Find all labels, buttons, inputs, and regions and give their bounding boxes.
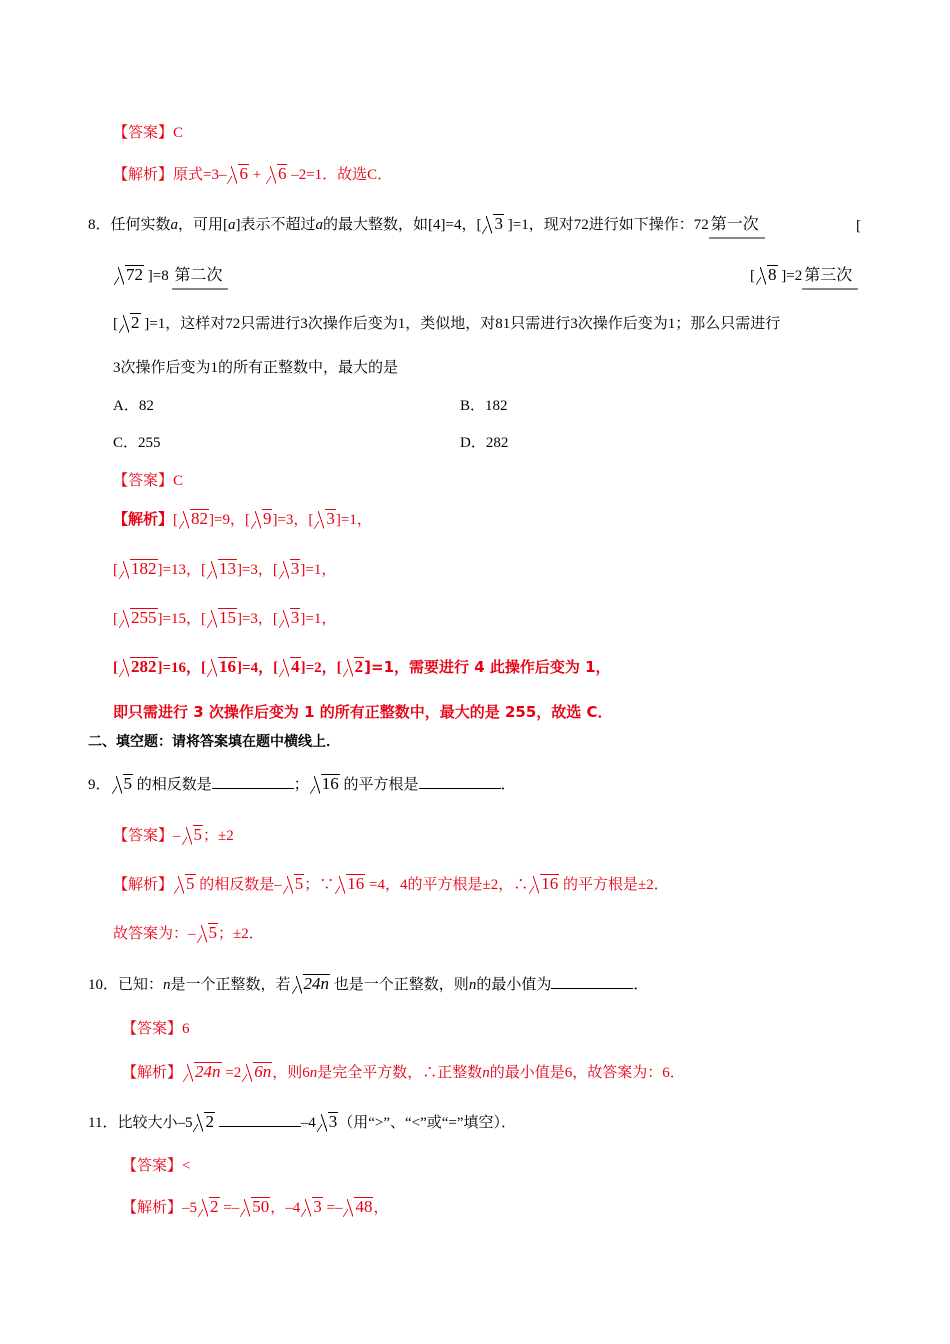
- q8-stem-line3: [113, 312, 780, 336]
- stem-text: –4: [300, 1115, 316, 1131]
- radicand: 282: [131, 657, 157, 676]
- answer-label: 【答案】: [113, 826, 174, 844]
- variable: n: [309, 1065, 318, 1081]
- expl-text: =4，4的平方根是±2，∴: [365, 877, 529, 893]
- radicand: 6: [277, 164, 287, 183]
- question-number: 9．: [88, 777, 111, 793]
- radicand: 8: [768, 265, 777, 284]
- stem-text: （用“>”、“<”或“=”填空）．: [338, 1115, 517, 1131]
- explanation-label: 【解析】: [113, 165, 174, 183]
- q8-explanation-line1: 【解析】[ 82]=9，[ 9]=3，[ 3]=1，: [113, 509, 372, 528]
- radicand: 15: [218, 608, 236, 627]
- sqrt-symbol: [119, 608, 158, 629]
- stem-text: ]=1，现对72进行如下操作：72: [503, 217, 709, 233]
- stem-text: 的最大整数，如[4]=4，[: [323, 217, 482, 233]
- q8-option-d: D．282: [460, 435, 509, 451]
- expl-text: =2: [221, 1065, 242, 1081]
- sqrt-symbol: [207, 657, 237, 678]
- radicand: 5: [294, 874, 304, 893]
- radicand: 82: [191, 509, 209, 528]
- expl-text: ]=3，[: [236, 611, 278, 627]
- q9-explanation: [113, 872, 669, 897]
- sqrt-symbol: [343, 657, 365, 678]
- question-number: 11．: [88, 1115, 118, 1131]
- sqrt-symbol: [242, 1062, 272, 1083]
- expl-text: ]=3，[: [272, 512, 314, 528]
- answer-blank[interactable]: [212, 772, 294, 789]
- sqrt-symbol: [174, 874, 196, 895]
- radicand: 3: [313, 1197, 322, 1216]
- answer-label: 【答案】: [113, 123, 174, 141]
- expl-text: –5: [182, 1200, 198, 1216]
- expl-text: ]=1，: [335, 512, 372, 528]
- radicand: 5: [186, 874, 195, 893]
- q7-answer: [113, 120, 183, 145]
- variable: n: [482, 1065, 490, 1081]
- sqrt-symbol: [197, 923, 219, 944]
- q8-option-a: A．82: [113, 398, 154, 414]
- q9-stem: [88, 772, 516, 797]
- expl-text: ，–4: [270, 1200, 301, 1216]
- expl-text: 是完全平方数，∴正整数: [317, 1065, 483, 1081]
- stem-text: ，可用[: [178, 217, 229, 233]
- radicand: 24n: [195, 1062, 221, 1081]
- expl-text: ]=4，[: [237, 660, 279, 676]
- operation-arrow: 第一次: [709, 212, 761, 236]
- radicand: 3: [328, 1112, 338, 1131]
- radicand: 2: [131, 313, 140, 332]
- radicand: 24n: [303, 974, 330, 993]
- radicand: 2: [354, 657, 364, 676]
- radicand: 5: [208, 923, 218, 942]
- answer-label: 【答案】: [122, 1019, 183, 1037]
- variable: a: [315, 217, 324, 233]
- expl-text: +: [248, 167, 265, 183]
- expl-text: 原式=3–: [173, 167, 227, 183]
- sqrt-symbol: [119, 657, 158, 678]
- stem-text: 的平方根是: [339, 777, 419, 793]
- sqrt-symbol: [251, 509, 273, 530]
- q10-stem: [88, 972, 648, 997]
- sqrt-symbol: [283, 874, 305, 895]
- sqrt-symbol: [240, 1197, 270, 1218]
- stem-text: [: [750, 268, 755, 284]
- expl-text: ，: [373, 1200, 389, 1216]
- radicand: 6: [239, 164, 248, 183]
- sqrt-symbol: [279, 657, 301, 678]
- stem-text: ；: [293, 777, 309, 793]
- q9-conclusion: [113, 922, 264, 946]
- expl-text: ]=9，[: [209, 512, 250, 528]
- expl-text: ]=16，[: [157, 660, 207, 676]
- answer-blank[interactable]: [419, 772, 501, 789]
- sqrt-symbol: [114, 265, 144, 286]
- sqrt-symbol: [179, 509, 209, 530]
- expl-text: ]=2，[: [300, 660, 342, 676]
- sqrt-symbol: [198, 1197, 220, 1218]
- stem-text: 已知：: [118, 977, 164, 993]
- explanation-label: 【解析】: [113, 510, 174, 528]
- stem-text: ]=2: [777, 268, 803, 284]
- expl-text: –2=1．故选C．: [287, 167, 393, 183]
- sqrt-symbol: [119, 313, 141, 334]
- q8-stem-line1: [88, 212, 761, 237]
- question-number: 8．: [88, 217, 111, 233]
- stem-text: [: [113, 316, 118, 332]
- explanation-label: 【解析】: [122, 1063, 183, 1081]
- expl-text: ]=1，: [300, 562, 337, 578]
- q8-explanation-line5: 即只需进行 3 次操作后变为 1 的所有正整数中，最大的是 255，故选 C．: [113, 703, 613, 721]
- expl-text: ]=1，: [300, 611, 337, 627]
- q8-bracket: [: [856, 218, 861, 234]
- q8-stem-line2-right: [750, 263, 854, 288]
- stem-text: 比较大小–5: [117, 1115, 193, 1131]
- answer-label: 【答案】: [122, 1156, 183, 1174]
- stem-text: 是一个正整数，若: [170, 977, 291, 993]
- radicand: 182: [131, 559, 157, 578]
- radicand: 255: [131, 608, 157, 627]
- sqrt-symbol: [301, 1197, 323, 1218]
- q8-option-b: B．182: [460, 398, 508, 414]
- radicand: 9: [262, 509, 272, 528]
- q8-answer: [113, 468, 183, 493]
- answer-blank[interactable]: [219, 1110, 301, 1127]
- radicand: 2: [210, 1197, 219, 1216]
- q7-explanation: [113, 162, 392, 187]
- radicand: 16: [541, 874, 559, 893]
- expl-text: 的最小值是6，故答案为：6．: [489, 1065, 685, 1081]
- answer-text: –: [173, 828, 181, 844]
- sqrt-symbol: [756, 265, 778, 286]
- expl-text: 的相反数是–: [195, 877, 282, 893]
- q10-explanation: [122, 1060, 685, 1085]
- q8-explanation-line3: [ 255]=15，[ 15]=3，[ 3]=1，: [113, 608, 337, 627]
- expl-text: ]=15，[: [157, 611, 206, 627]
- sqrt-symbol: [119, 559, 158, 580]
- answer-value: C: [173, 473, 184, 489]
- operation-arrow: 第二次: [172, 263, 224, 287]
- sqrt-symbol: [112, 774, 134, 795]
- q8-explanation-line4: [ 282]=16，[ 16]=4，[ 4]=2，[ 2]=1，需要进行 4 此操作后变为 1，: [113, 657, 611, 676]
- radicand: 3: [494, 214, 503, 233]
- radicand: 72: [126, 265, 143, 284]
- expl-text: 故答案为：–: [113, 926, 196, 942]
- q11-stem: [88, 1110, 516, 1135]
- q10-answer: [122, 1016, 190, 1041]
- answer-value: 6: [182, 1021, 190, 1037]
- q11-explanation: [122, 1195, 388, 1220]
- sqrt-symbol: [207, 608, 237, 629]
- answer-value: <: [182, 1158, 191, 1174]
- sqrt-symbol: [482, 214, 504, 235]
- answer-value: C: [173, 125, 184, 141]
- q8-stem-line2-left: [113, 263, 224, 288]
- sqrt-symbol: [207, 559, 237, 580]
- sqrt-symbol: [183, 1062, 222, 1083]
- radicand: 2: [205, 1112, 214, 1131]
- stem-text: ]=1，这样对72只需进行3次操作后变为1，类似地，对81只需进行3次操作后变为1；那么只需进行: [140, 316, 781, 332]
- expl-text: ；±2．: [218, 926, 264, 942]
- radicand: 3: [290, 559, 300, 578]
- radicand: 16: [347, 874, 365, 893]
- sqrt-symbol: [314, 509, 336, 530]
- sqrt-symbol: [529, 874, 559, 895]
- radicand: 6n: [254, 1062, 272, 1081]
- expl-text: =–: [322, 1200, 343, 1216]
- stem-text: ]表示不超过: [235, 217, 316, 233]
- expl-text: ]=13，[: [157, 562, 206, 578]
- explanation-label: 【解析】: [122, 1198, 183, 1216]
- q9-answer: [113, 823, 234, 848]
- expl-text: ，则6: [272, 1065, 310, 1081]
- answer-text: ；±2: [203, 828, 234, 844]
- radicand: 5: [193, 825, 203, 844]
- operation-arrow: 第三次: [802, 263, 854, 287]
- variable: n: [468, 977, 477, 993]
- stem-text: ]=8: [144, 268, 173, 284]
- radicand: 16: [321, 774, 339, 793]
- sqrt-symbol: [227, 164, 249, 185]
- sqrt-symbol: [343, 1197, 373, 1218]
- sqrt-symbol: [310, 774, 340, 795]
- q8-stem-line4: 3次操作后变为1的所有正整数中，最大的是: [113, 360, 399, 376]
- q11-answer: [122, 1153, 190, 1178]
- answer-blank[interactable]: [551, 972, 633, 989]
- sqrt-symbol: [335, 874, 365, 895]
- radicand: 4: [291, 657, 300, 676]
- expl-text: ]=1，需要进行 4 此操作后变为 1，: [364, 658, 611, 676]
- stem-text: 也是一个正整数，则: [330, 977, 469, 993]
- sqrt-symbol: [279, 559, 301, 580]
- sqrt-symbol: [292, 974, 331, 995]
- radicand: 3: [290, 608, 300, 627]
- sqrt-symbol: [193, 1112, 215, 1133]
- radicand: 13: [218, 559, 236, 578]
- explanation-label: 【解析】: [113, 875, 174, 893]
- stem-text: 的相反数是: [133, 777, 212, 793]
- expl-text: 的平方根是±2．: [559, 877, 669, 893]
- section-heading: 二、填空题：请将答案填在题中横线上．: [88, 734, 340, 750]
- radicand: 50: [252, 1197, 270, 1216]
- q8-explanation-line2: [ 182]=13，[ 13]=3，[ 3]=1，: [113, 559, 337, 578]
- stem-text: 的最小值为: [476, 977, 552, 993]
- expl-text: ；∵: [304, 877, 335, 893]
- variable: a: [170, 217, 179, 233]
- expl-text: ]=3，[: [236, 562, 278, 578]
- stem-text: ．: [500, 777, 516, 793]
- answer-label: 【答案】: [113, 471, 174, 489]
- sqrt-symbol: [279, 608, 301, 629]
- variable: a: [228, 217, 236, 233]
- q8-option-c: C．255: [113, 435, 161, 451]
- sqrt-symbol: [317, 1112, 339, 1133]
- question-number: 10．: [88, 977, 119, 993]
- radicand: 16: [219, 657, 237, 676]
- variable: n: [163, 977, 171, 993]
- stem-text: 任何实数: [110, 217, 171, 233]
- radicand: 48: [355, 1197, 373, 1216]
- expl-text: =–: [219, 1200, 240, 1216]
- sqrt-symbol: [182, 825, 204, 846]
- stem-text: ．: [633, 977, 649, 993]
- radicand: 3: [326, 509, 335, 528]
- sqrt-symbol: [266, 164, 288, 185]
- radicand: 5: [123, 774, 133, 793]
